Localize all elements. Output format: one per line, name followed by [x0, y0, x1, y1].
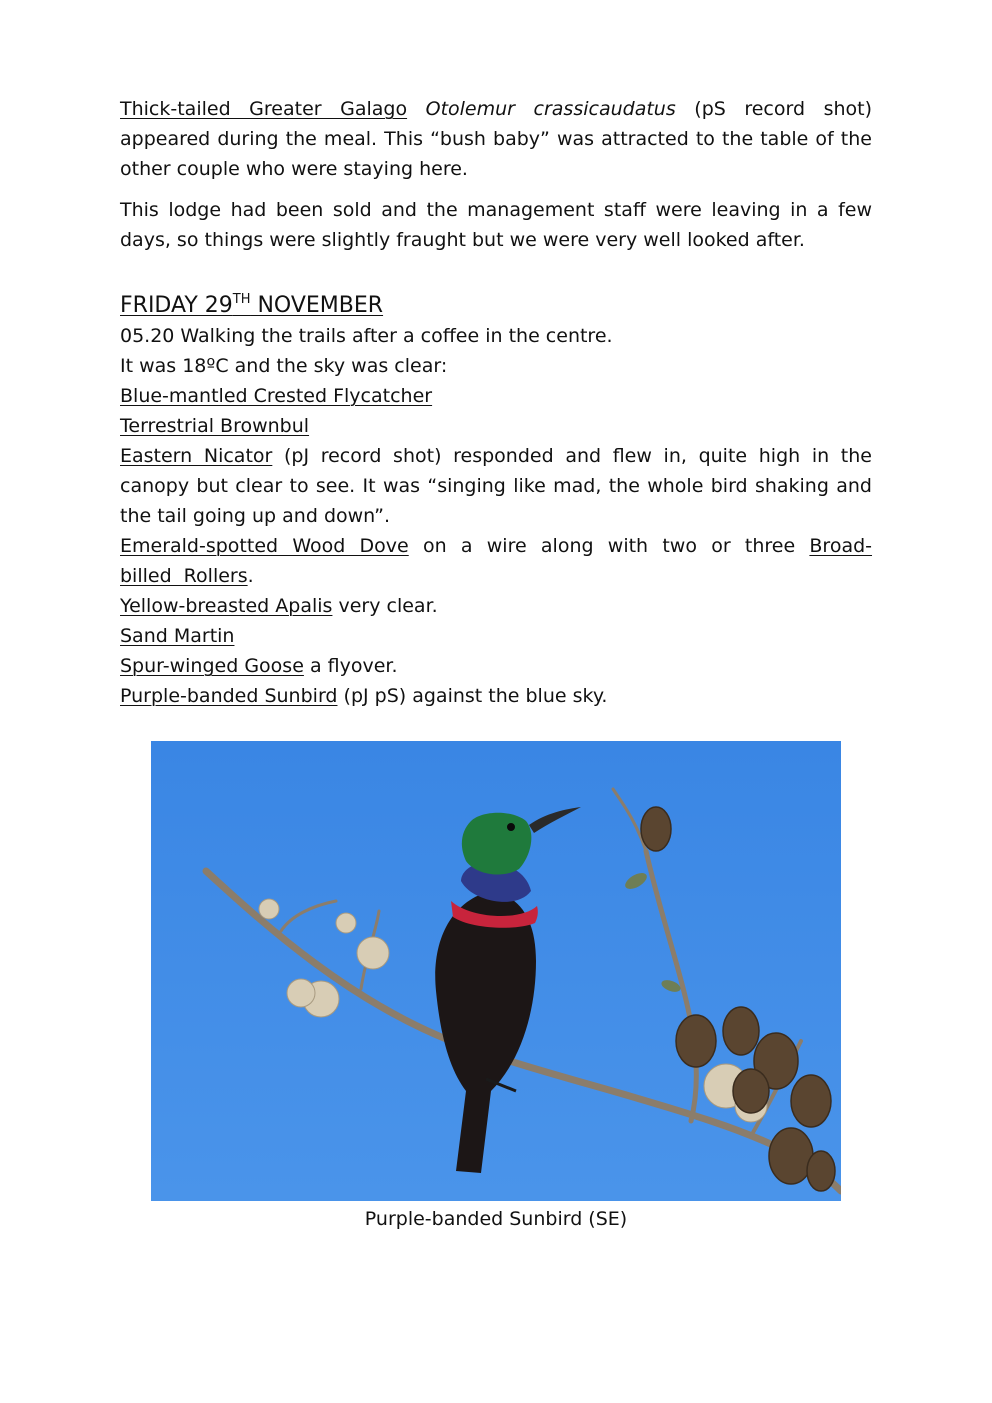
latin-name-galago: Otolemur crassicaudatus: [425, 98, 676, 120]
galago-paragraph: [120, 94, 872, 184]
document-body: [120, 94, 872, 711]
species-brownbul: Terrestrial Brownbul: [120, 415, 310, 437]
species-line-sunbird: [120, 681, 872, 711]
species-goose: Spur-winged Goose: [120, 655, 304, 677]
goose-note: a flyover.: [309, 655, 398, 677]
species-rollers: Broad-billed Rollers: [120, 535, 873, 587]
species-line-goose: [120, 651, 872, 681]
wood-dove-note: on a wire along with two or three: [422, 535, 796, 557]
species-apalis: Yellow-breasted Apalis: [120, 595, 333, 617]
species-line-nicator: [120, 441, 872, 531]
photo-caption: Purple-banded Sunbird (SE): [364, 1208, 628, 1230]
species-sunbird: Purple-banded Sunbird: [120, 685, 338, 707]
apalis-note: very clear.: [338, 595, 438, 617]
species-line-apalis: [120, 591, 872, 621]
species-line-brownbul: [120, 411, 872, 441]
sunbird-photo: [151, 741, 841, 1201]
day-heading-prefix: FRIDAY 29: [120, 293, 233, 318]
walk-line: 05.20 Walking the trails after a coffee in the centre.: [120, 325, 613, 347]
species-line-flycatcher: [120, 381, 872, 411]
nicator-note: (pJ record shot) responded and flew in, quite high in the canopy but clear to see. It was “singing like mad, the whole bird shaking and the tail going up and down”.: [120, 445, 872, 527]
species-line-martin: [120, 621, 872, 651]
species-line-wood-dove: Emerald-spotted Wood Dove on a wire along with two or three Broad-billed Rollers.: [120, 535, 873, 587]
species-sand-martin: Sand Martin: [120, 625, 235, 647]
day-heading-suffix: TH: [232, 292, 251, 307]
species-wood-dove: Emerald-spotted Wood Dove: [120, 535, 409, 557]
weather-line: It was 18ºC and the sky was clear:: [120, 355, 448, 377]
species-galago: Thick-tailed Greater Galago: [120, 98, 408, 120]
day-heading: [120, 291, 872, 321]
day-heading-rest: NOVEMBER: [250, 293, 384, 318]
species-flycatcher: Blue-mantled Crested Flycatcher: [120, 385, 433, 407]
lodge-paragraph: This lodge had been sold and the management staff were leaving in a few days, so things were slightly fraught but we were very well looked after.: [120, 199, 872, 251]
sunbird-note: (pJ pS) against the blue sky.: [343, 685, 608, 707]
galago-text: (pS record shot) appeared during the meal. This “bush baby” was attracted to the table of the other couple who were staying here.: [120, 98, 873, 180]
species-nicator: Eastern Nicator: [120, 445, 273, 467]
